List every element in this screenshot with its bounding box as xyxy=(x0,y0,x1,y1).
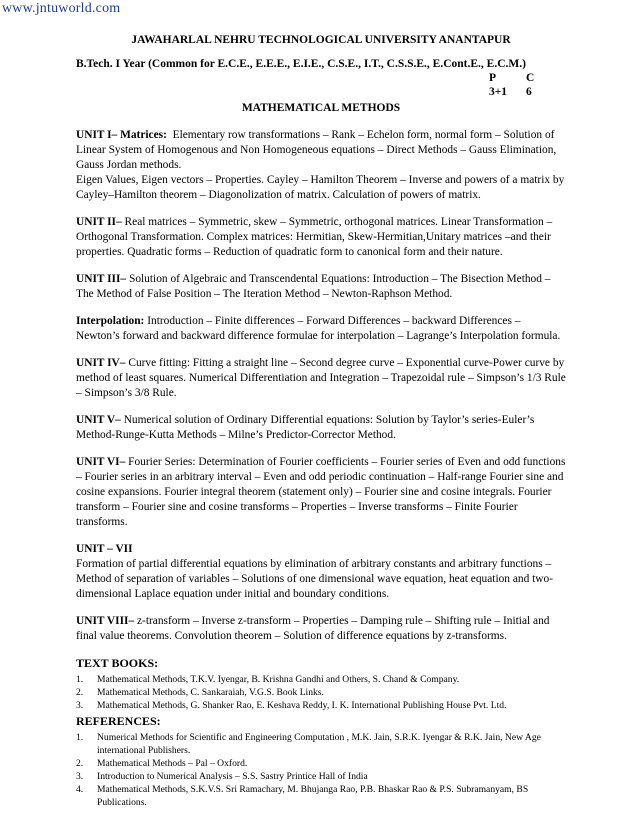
syllabus-page xyxy=(76,34,566,809)
unit-heading: UNIT II– xyxy=(76,216,122,228)
unit-text: z-transform – Inverse z-transform – Properties – Damping rule – Shifting rule – Initial and final value theorems. Convolution theorem – Solution of difference equations by z-transforms. xyxy=(76,615,550,642)
list-number: 2. xyxy=(76,758,84,769)
course-title: B.Tech. I Year (Common for E.C.E., E.E.E., E.I.E., C.S.E., I.T., C.S.S.E., E.Cont.E., E.C.M.) xyxy=(76,58,526,70)
list-number: 3. xyxy=(76,700,84,711)
list-item xyxy=(76,731,566,757)
unit-5 xyxy=(76,413,566,443)
unit-heading: UNIT V– xyxy=(76,414,121,426)
list-item xyxy=(76,673,566,686)
list-item xyxy=(76,699,566,712)
p-label: P xyxy=(489,72,497,84)
list-number: 1. xyxy=(76,674,84,685)
book-text: Mathematical Methods, C. Sankaraiah, V.G.S. Book Links. xyxy=(97,687,324,698)
reference-text: Mathematical Methods, S.K.V.S. Sri Ramachary, M. Bhujanga Rao, P.B. Bhaskar Rao & P.S. Subramanyam, BS Publications. xyxy=(97,784,529,808)
unit-6 xyxy=(76,455,566,530)
credits-header-row xyxy=(76,72,566,86)
list-item xyxy=(76,783,566,809)
unit-4 xyxy=(76,356,566,401)
unit-8 xyxy=(76,614,566,644)
unit-1 xyxy=(76,128,566,203)
list-item xyxy=(76,686,566,699)
unit-heading: UNIT – VII xyxy=(76,543,133,555)
book-text: Mathematical Methods, T.K.V. Iyengar, B. Krishna Gandhi and Others, S. Chand & Company. xyxy=(97,674,460,685)
list-number: 1. xyxy=(76,732,84,743)
c-label: C xyxy=(526,72,535,84)
credits-value-row xyxy=(76,86,566,100)
list-item xyxy=(76,757,566,770)
unit-text: Elementary row transformations – Rank – Echelon form, normal form – Solution of Linear System of Homogenous and Non Homogeneous equations – Direct Methods – Gauss Elimination, Gauss Jordan methods. xyxy=(76,129,557,171)
interpolation xyxy=(76,314,566,344)
list-number: 4. xyxy=(76,784,84,795)
course-line xyxy=(76,58,566,72)
university-title: JAWAHARLAL NEHRU TECHNOLOGICAL UNIVERSITY ANANTAPUR xyxy=(131,34,511,46)
list-item xyxy=(76,770,566,783)
unit-heading: UNIT I– Matrices: xyxy=(76,129,167,141)
subject-title: MATHEMATICAL METHODS xyxy=(241,102,401,114)
list-number: 2. xyxy=(76,687,84,698)
p-value: 3+1 xyxy=(489,86,508,98)
references-list xyxy=(76,731,566,809)
unit-text: Real matrices – Symmetric, skew – Symmetric, orthogonal matrices. Linear Transformation – Orthogonal Transformation. Complex matrices: Hermitian, Skew-Hermitian,Unitary matrices –and their properties. Quadratic forms – Reduction of quadratic form to canonical form and their nature. xyxy=(76,216,553,258)
unit-heading: UNIT VIII– xyxy=(76,615,135,627)
unit-text: Numerical solution of Ordinary Differential equations: Solution by Taylor’s series-Euler’s Method-Runge-Kutta Methods – Milne’s Predictor-Corrector Method. xyxy=(76,414,535,441)
unit-heading: Interpolation: xyxy=(76,315,145,327)
unit-3 xyxy=(76,272,566,302)
unit-7 xyxy=(76,542,566,602)
unit-2 xyxy=(76,215,566,260)
watermark-url[interactable]: www.jntuworld.com xyxy=(2,1,121,16)
unit-text: Fourier Series: Determination of Fourier coefficients – Fourier series of Even and odd functions – Fourier series in an arbitrary interval – Even and odd periodic continuation – Half-range Fourier sine and cosine expansions. Fourier integral theorem (statement only) – Fourier sine and cosine integrals. Fourier transform – Fourier sine and cosine transforms – Properties – Inverse transforms – Finite Fourier transforms. xyxy=(76,456,566,528)
reference-text: Introduction to Numerical Analysis – S.S. Sastry Printice Hall of India xyxy=(97,771,368,782)
unit-text-extra: Eigen Values, Eigen vectors – Properties. Cayley – Hamilton Theorem – Inverse and powers of a matrix by Cayley–Hamilton theorem – Diagonolization of matrix. Calculation of powers of matrix. xyxy=(76,174,565,201)
unit-heading: UNIT VI– xyxy=(76,456,126,468)
c-value: 6 xyxy=(526,86,532,98)
unit-text: Formation of partial differential equations by elimination of arbitrary constants and arbitrary functions – Method of separation of variables – Solutions of one dimensional wave equation, heat equation and two-dimensional Laplace equation under initial and boundary conditions. xyxy=(76,558,554,600)
unit-heading: UNIT III– xyxy=(76,273,127,285)
reference-text: Numerical Methods for Scientific and Engineering Computation , M.K. Jain, S.R.K. Iyengar & R.K. Jain, New Age international Publishers. xyxy=(97,732,541,756)
unit-text: Curve fitting: Fitting a straight line – Second degree curve – Exponential curve-Power curve by method of least squares. Numerical Differentiation and Integration – Trapezoidal rule – Simpson’s 1/3 Rule – Simpson’s 3/8 Rule. xyxy=(76,357,566,399)
references-heading: REFERENCES: xyxy=(76,714,161,728)
textbooks-list xyxy=(76,673,566,712)
book-text: Mathematical Methods, G. Shanker Rao, E. Keshava Reddy, I. K. International Publishing House Pvt. Ltd. xyxy=(97,700,507,711)
reference-text: Mathematical Methods – Pal – Oxford. xyxy=(97,758,248,769)
unit-text: Solution of Algebraic and Transcendental Equations: Introduction – The Bisection Method – The Method of False Position – The Iteration Method – Newton-Raphson Method. xyxy=(76,273,551,300)
unit-heading: UNIT IV– xyxy=(76,357,126,369)
unit-text: Introduction – Finite differences – Forward Differences – backward Differences – Newton’s forward and backward difference formulae for interpolation – Lagrange’s Interpolation formula. xyxy=(76,315,561,342)
textbooks-heading: TEXT BOOKS: xyxy=(76,656,159,670)
list-number: 3. xyxy=(76,771,84,782)
